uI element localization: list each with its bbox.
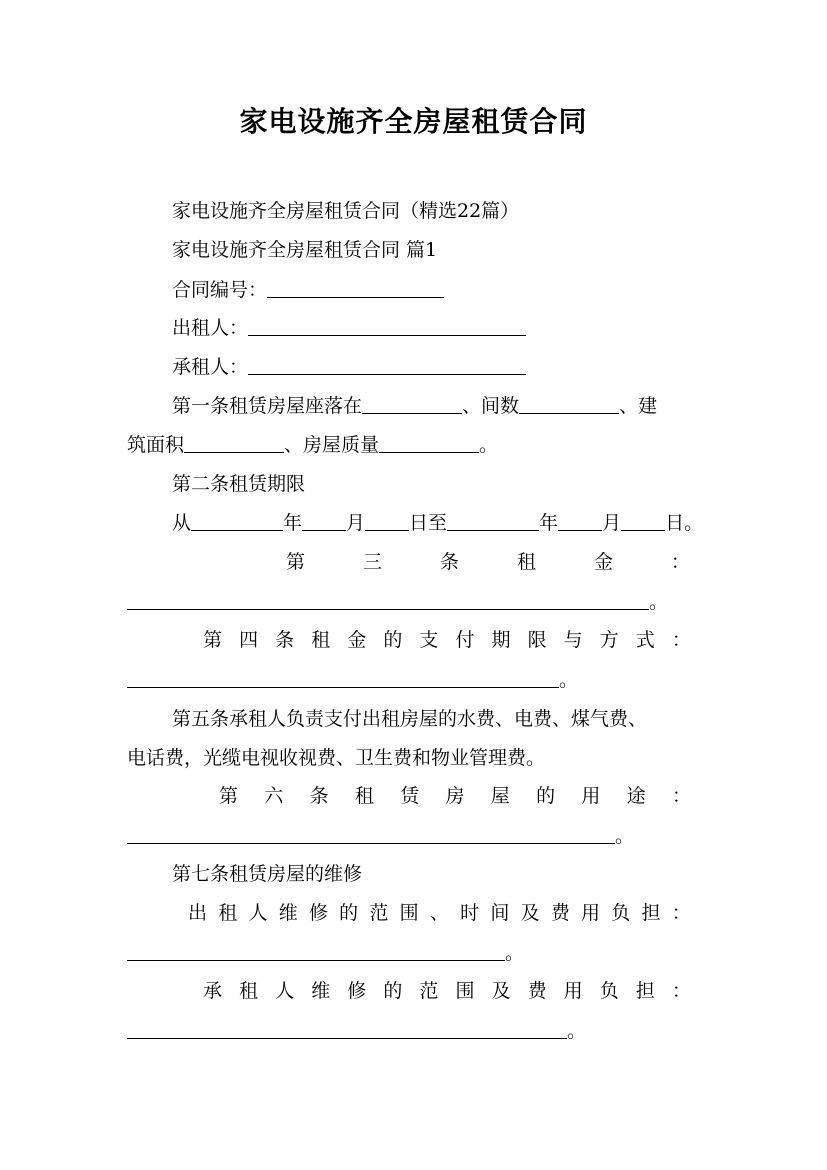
- area-blank: [184, 432, 284, 453]
- lessor-repair-char: 费: [550, 902, 570, 924]
- clause4-char: 方: [599, 629, 619, 651]
- clause6-char: 的: [536, 785, 556, 807]
- end-month-blank: [558, 510, 602, 531]
- clause3-char: ：: [670, 551, 690, 573]
- payment-blank: [127, 667, 559, 688]
- clause3-heading: [286, 547, 690, 577]
- clause1-text-a: 第一条租赁房屋座落在: [172, 395, 363, 417]
- lessor-repair-line: [127, 938, 524, 968]
- clause4-char: 限: [527, 629, 547, 651]
- start-day-label: 日至: [409, 512, 448, 534]
- lessor-repair-char: 围: [399, 902, 419, 924]
- clause4-char: 支: [419, 629, 439, 651]
- lessor-repair-heading: [188, 898, 691, 928]
- lessor-repair-char: 及: [520, 902, 540, 924]
- clause6-char: 条: [309, 785, 329, 807]
- lessee-repair-char: 费: [527, 980, 547, 1002]
- lessor-repair-char: 担: [641, 902, 661, 924]
- lessor-repair-char: 修: [308, 902, 328, 924]
- lessee-repair-char: 修: [347, 980, 367, 1002]
- document-title: 家电设施齐全房屋租赁合同: [239, 105, 588, 138]
- clause1-text-e: 、房屋质量: [284, 434, 380, 456]
- clause6-char: 用: [581, 785, 601, 807]
- clause6-heading: [219, 781, 691, 811]
- lessor-repair-char: 的: [339, 902, 359, 924]
- lessee-repair-char: 范: [419, 980, 439, 1002]
- clause1-text-f: 。: [479, 434, 499, 456]
- document-subtitle: 家电设施齐全房屋租赁合同（精选22篇）: [172, 200, 520, 222]
- rent-end: 。: [649, 591, 669, 613]
- lessor-repair-char: 维: [278, 902, 298, 924]
- lessee-line: [172, 352, 526, 382]
- lessor-label: 出租人：: [172, 317, 249, 339]
- clause6-char: 六: [264, 785, 284, 807]
- clause1-text-b: 、间数: [462, 395, 520, 417]
- clause5-line1: 第五条承租人负责支付出租房屋的水费、电费、煤气费、: [172, 708, 648, 730]
- lessee-repair-char: 用: [563, 980, 583, 1002]
- lessee-label: 承租人：: [172, 356, 249, 378]
- clause4-char: 与: [563, 629, 583, 651]
- end-month-label: 月: [602, 512, 622, 534]
- lessee-repair-char: 负: [599, 980, 619, 1002]
- clause6-char: 第: [219, 785, 239, 807]
- clause3-char: 金: [593, 551, 613, 573]
- lessee-repair-char: 围: [455, 980, 475, 1002]
- purpose-blank: [127, 823, 615, 844]
- clause6-char: ：: [671, 785, 691, 807]
- purpose-line: [127, 821, 634, 851]
- lessee-repair-end: 。: [567, 1020, 587, 1042]
- lessor-repair-char: 人: [248, 902, 268, 924]
- lessor-repair-char: 间: [490, 902, 510, 924]
- lessee-repair-line: [127, 1016, 586, 1046]
- article-heading: 家电设施齐全房屋租赁合同 篇1: [172, 239, 438, 261]
- end-year-label: 年: [539, 512, 559, 534]
- start-day-blank: [365, 510, 409, 531]
- end-day-blank: [621, 510, 665, 531]
- clause4-char: ：: [671, 629, 691, 651]
- lessor-repair-char: 出: [188, 902, 208, 924]
- lessee-repair-char: 承: [203, 980, 223, 1002]
- clause4-char: 租: [311, 629, 331, 651]
- start-year-blank: [191, 510, 283, 531]
- lessor-repair-char: 、: [429, 902, 449, 924]
- clause6-char: 赁: [400, 785, 420, 807]
- end-day-label: 日。: [665, 512, 704, 534]
- lessee-repair-heading: [203, 976, 691, 1006]
- start-year-label: 年: [283, 512, 303, 534]
- contract-number-label: 合同编号：: [172, 279, 268, 301]
- lessee-blank: [248, 354, 526, 375]
- lessee-repair-char: 担: [635, 980, 655, 1002]
- clause7-title: 第七条租赁房屋的维修: [172, 863, 363, 885]
- lessor-blank: [248, 315, 526, 336]
- clause1-line2: [127, 430, 498, 460]
- lessor-line: [172, 313, 526, 343]
- clause3-char: 租: [516, 551, 536, 573]
- lessor-repair-char: ：: [671, 902, 691, 924]
- quality-blank: [379, 432, 479, 453]
- clause5-line2: 电话费，光缆电视收视费、卫生费和物业管理费。: [127, 747, 546, 769]
- clause4-char: 条: [275, 629, 295, 651]
- lessee-repair-char: ：: [671, 980, 691, 1002]
- location-blank: [362, 393, 462, 414]
- lessor-repair-char: 时: [460, 902, 480, 924]
- rooms-blank: [519, 393, 619, 414]
- lease-period-line: [172, 508, 703, 538]
- lessor-repair-end: 。: [505, 942, 525, 964]
- lessor-repair-blank: [127, 940, 505, 961]
- lessee-repair-char: 维: [311, 980, 331, 1002]
- clause4-char: 式: [635, 629, 655, 651]
- start-month-label: 月: [346, 512, 366, 534]
- lessee-repair-char: 及: [491, 980, 511, 1002]
- clause6-char: 租: [354, 785, 374, 807]
- payment-line: [127, 665, 578, 695]
- purpose-end: 。: [615, 825, 635, 847]
- rent-line: [127, 587, 668, 617]
- lessee-repair-char: 租: [239, 980, 259, 1002]
- clause3-char: 条: [439, 551, 459, 573]
- contract-number-line: [172, 275, 444, 305]
- rent-blank: [127, 589, 649, 610]
- clause4-char: 四: [239, 629, 259, 651]
- clause4-char: 付: [455, 629, 475, 651]
- end-year-blank: [447, 510, 539, 531]
- lessee-repair-char: 的: [383, 980, 403, 1002]
- clause4-heading: [203, 625, 691, 655]
- lessee-repair-blank: [127, 1018, 567, 1039]
- date-from: 从: [172, 512, 192, 534]
- clause1-text-c: 、建: [619, 395, 658, 417]
- contract-number-blank: [267, 277, 444, 298]
- clause6-char: 途: [626, 785, 646, 807]
- clause2-title: 第二条租赁期限: [172, 473, 306, 495]
- lessor-repair-char: 负: [611, 902, 631, 924]
- clause6-char: 屋: [490, 785, 510, 807]
- clause1-line1: [172, 391, 657, 421]
- clause4-char: 金: [347, 629, 367, 651]
- lessor-repair-char: 用: [581, 902, 601, 924]
- clause4-char: 的: [383, 629, 403, 651]
- clause4-char: 第: [203, 629, 223, 651]
- lessor-repair-char: 范: [369, 902, 389, 924]
- start-month-blank: [302, 510, 346, 531]
- clause4-char: 期: [491, 629, 511, 651]
- clause3-char: 三: [362, 551, 382, 573]
- clause3-char: 第: [286, 551, 306, 573]
- payment-end: 。: [559, 669, 579, 691]
- lessee-repair-char: 人: [275, 980, 295, 1002]
- clause6-char: 房: [445, 785, 465, 807]
- clause1-text-d: 筑面积: [127, 434, 185, 456]
- lessor-repair-char: 租: [218, 902, 238, 924]
